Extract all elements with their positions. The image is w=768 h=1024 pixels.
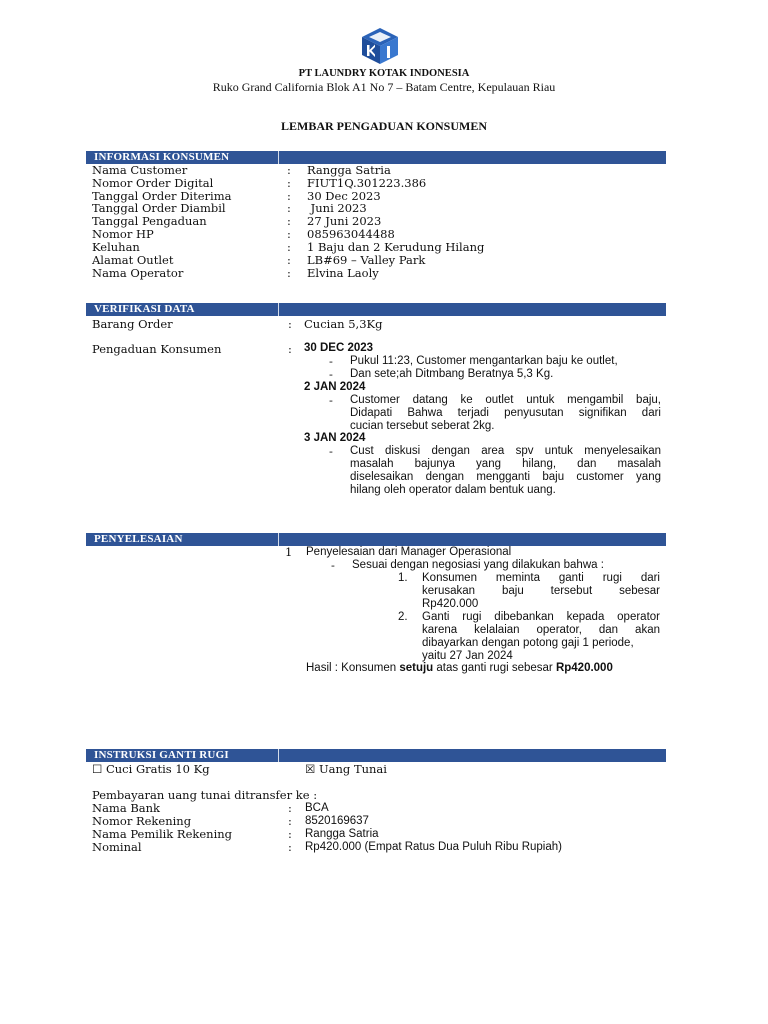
resolution-item-line: Rp420.000 [422, 598, 479, 610]
info-value: 27 Juni 2023 [307, 214, 382, 228]
date-heading: 30 DEC 2023 [304, 342, 374, 354]
colon: : [288, 814, 292, 828]
info-value: 1 Baju dan 2 Kerudung Hilang [307, 240, 485, 254]
list-dash: - [329, 354, 333, 368]
complaint-item-line: Cust diskusi dengan area spv untuk menyelesaikan [350, 445, 661, 457]
barang-label: Barang Order [92, 317, 173, 331]
complaint-item-line: diselesaikan dengan mengganti baju customer yang [350, 471, 661, 483]
option-free-wash[interactable] [92, 763, 210, 776]
complaint-item-line: Didapati Bahwa terjadi penyusutan signifikan dari [350, 407, 661, 419]
info-value: FIUT1Q.301223.386 [307, 176, 427, 190]
result-prefix: Hasil : Konsumen [306, 662, 400, 674]
info-label: Nomor Order Digital [92, 176, 214, 190]
section-title: INSTRUKSI GANTI RUGI [94, 749, 229, 761]
info-label: Tanggal Pengaduan [92, 214, 207, 228]
bank-value: BCA [305, 802, 329, 814]
info-value: Rangga Satria [307, 163, 391, 177]
colon: : [287, 201, 291, 215]
complaint-item-line: masalah bajunya yang hilang, dan masalah [350, 458, 661, 470]
result-agree: setuju [399, 662, 434, 674]
list-number: 1. [398, 572, 408, 584]
account-value: 8520169637 [305, 815, 369, 827]
resolution-item-line: kerusakan baju tersebut sebesar [422, 585, 660, 597]
colon: : [288, 801, 292, 815]
result-middle: atas ganti rugi sebesar [433, 662, 556, 674]
bar-divider [278, 533, 279, 546]
list-number: 2. [398, 611, 408, 623]
company-logo [358, 26, 402, 66]
resolution-item-line: Konsumen meminta ganti rugi dari [422, 572, 660, 584]
date-heading: 3 JAN 2024 [304, 432, 366, 444]
amount-value: Rp420.000 (Empat Ratus Dua Puluh Ribu Rupiah) [305, 841, 562, 853]
info-label: Alamat Outlet [92, 253, 174, 267]
section-title: VERIFIKASI DATA [94, 303, 195, 315]
info-value: 30 Dec 2023 [307, 189, 381, 203]
colon: : [287, 214, 291, 228]
barang-value: Cucian 5,3Kg [304, 317, 383, 331]
complaint-item-line: cucian tersebut seberat 2kg. [350, 420, 495, 432]
resolution-item-line: dibayarkan dengan potong gaji 1 periode, [422, 637, 634, 649]
section-bar-verifikasi [86, 303, 666, 316]
info-value: 085963044488 [307, 227, 395, 241]
info-label: Tanggal Order Diambil [92, 201, 226, 215]
checked-box-icon[interactable]: ☒ [305, 762, 316, 776]
option-cash[interactable] [305, 763, 387, 776]
colon: : [288, 342, 292, 356]
info-label: Tanggal Order Diterima [92, 189, 232, 203]
section-title: INFORMASI KONSUMEN [94, 151, 230, 163]
colon: : [288, 840, 292, 854]
colon: : [287, 240, 291, 254]
info-value: Elvina Laoly [307, 266, 379, 280]
amount-label: Nominal [92, 840, 142, 854]
section-bar-instruksi [86, 749, 666, 762]
info-label: Keluhan [92, 240, 140, 254]
resolution-result [306, 662, 613, 675]
colon: : [288, 317, 292, 331]
cube-logo-icon [358, 26, 402, 66]
bar-divider [278, 749, 279, 762]
info-label: Nomor HP [92, 227, 154, 241]
info-value: LB#69 – Valley Park [307, 253, 426, 267]
account-label: Nomor Rekening [92, 814, 192, 828]
bar-divider [278, 151, 279, 164]
bar-divider [278, 303, 279, 316]
resolution-item-line: Ganti rugi dibebankan kepada operator [422, 611, 660, 623]
option-label: Uang Tunai [318, 762, 387, 776]
option-label: Cuci Gratis 10 Kg [105, 762, 210, 776]
resolution-sub: Sesuai dengan negosiasi yang dilakukan bahwa : [352, 559, 604, 571]
holder-value: Rangga Satria [305, 828, 379, 840]
pengaduan-label: Pengaduan Konsumen [92, 342, 222, 356]
colon: : [287, 227, 291, 241]
document-title: LEMBAR PENGADUAN KONSUMEN [280, 119, 487, 133]
resolution-title: Penyelesaian dari Manager Operasional [306, 546, 512, 558]
complaint-item: Pukul 11:23, Customer mengantarkan baju ke outlet, [350, 355, 618, 367]
list-dash: - [329, 367, 333, 381]
company-address: Ruko Grand California Blok A1 No 7 – Batam Centre, Kepulauan Riau [212, 80, 556, 94]
list-dash: - [329, 393, 333, 407]
holder-label: Nama Pemilik Rekening [92, 827, 233, 841]
unchecked-box-icon[interactable]: ☐ [92, 762, 103, 776]
transfer-intro: Pembayaran uang tunai ditransfer ke : [92, 788, 318, 802]
resolution-number: 1 [285, 545, 293, 559]
colon: : [287, 189, 291, 203]
section-title: PENYELESAIAN [94, 533, 183, 545]
colon: : [287, 176, 291, 190]
complaint-item: Dan sete;ah Ditmbang Beratnya 5,3 Kg. [350, 368, 554, 380]
bank-label: Nama Bank [92, 801, 161, 815]
list-dash: - [329, 444, 333, 458]
info-value: Juni 2023 [307, 201, 367, 215]
date-heading: 2 JAN 2024 [304, 381, 366, 393]
colon: : [287, 163, 291, 177]
result-amount: Rp420.000 [555, 662, 613, 674]
colon: : [288, 827, 292, 841]
complaint-item-line: hilang oleh operator dalam bentuk uang. [350, 484, 556, 496]
resolution-item-line: yaitu 27 Jan 2024 [422, 650, 513, 662]
info-label: Nama Customer [92, 163, 188, 177]
resolution-item-line: karena kelalaian operator, dan akan [422, 624, 660, 636]
complaint-item-line: Customer datang ke outlet untuk mengambil baju, [350, 394, 661, 406]
info-label: Nama Operator [92, 266, 184, 280]
list-dash: - [331, 558, 335, 572]
colon: : [287, 253, 291, 267]
colon: : [287, 266, 291, 280]
company-name: PT LAUNDRY KOTAK INDONESIA [298, 68, 470, 79]
section-bar-penyelesaian [86, 533, 666, 546]
